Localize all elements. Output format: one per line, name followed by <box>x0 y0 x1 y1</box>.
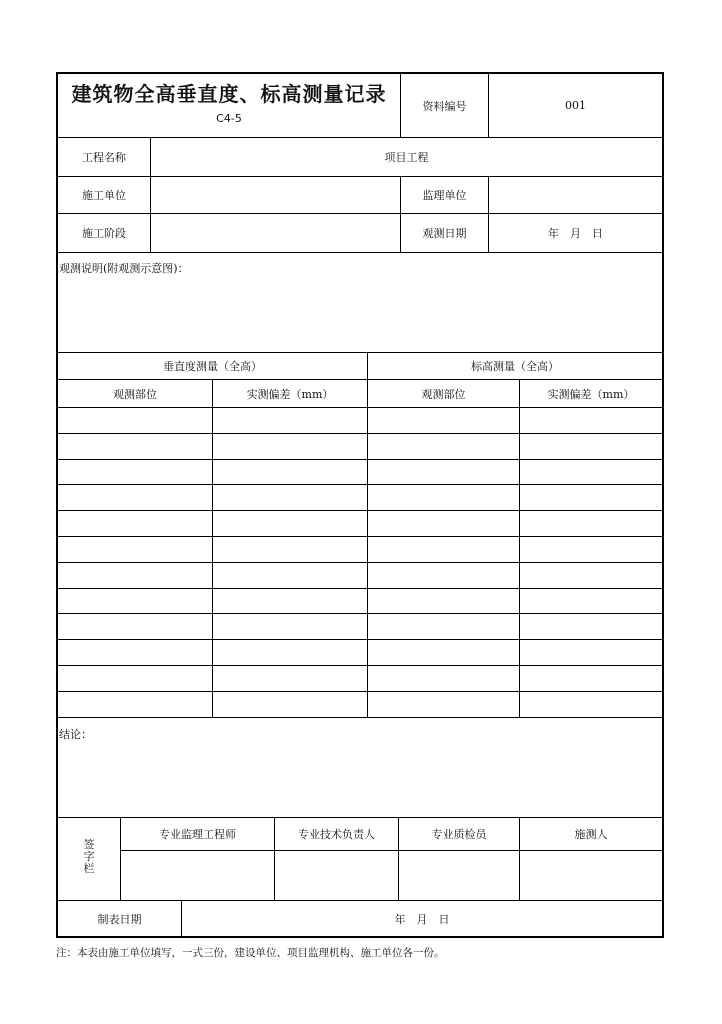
col-divider <box>212 379 213 717</box>
row-divider <box>58 691 662 692</box>
row-divider <box>58 717 662 718</box>
row-divider <box>58 562 662 563</box>
made-date-label: 制表日期 <box>97 912 142 926</box>
doc-no-value[interactable]: 001 <box>565 99 586 112</box>
row-divider <box>58 459 662 460</box>
observe-date-value[interactable]: 年 月 日 <box>548 227 603 240</box>
row-divider <box>58 252 662 253</box>
construction-stage-label: 施工阶段 <box>82 227 126 240</box>
supervision-unit-value[interactable] <box>489 177 662 213</box>
footnote: 注：本表由施工单位填写，一式三份，建设单位、项目监理机构、施工单位各一份。 <box>56 947 445 959</box>
row-divider <box>58 510 662 511</box>
doc-no-label: 资料编号 <box>422 99 467 113</box>
row-divider <box>58 613 662 614</box>
row-divider <box>120 850 662 851</box>
row-divider <box>58 639 662 640</box>
measurement-record-form <box>56 72 664 938</box>
form-title: 建筑物全高垂直度、标高测量记录 <box>71 82 387 106</box>
sig-quality-label: 专业质检员 <box>431 828 487 841</box>
project-name-label: 工程名称 <box>82 151 126 164</box>
row-divider <box>58 433 662 434</box>
construction-stage-value[interactable] <box>151 214 400 252</box>
row-divider <box>58 536 662 537</box>
vertical-measure-title: 垂直度测量（全高） <box>163 360 262 373</box>
col-observe-position-2: 观测部位 <box>421 387 466 401</box>
signature-side-label: 签字栏 <box>83 838 95 875</box>
col-observe-position: 观测部位 <box>113 387 157 401</box>
sig-supervisor-label: 专业监理工程师 <box>159 828 236 841</box>
col-divider <box>519 379 520 717</box>
row-divider <box>58 484 662 485</box>
sig-tech-lead-label: 专业技术负责人 <box>298 828 375 841</box>
row-divider <box>58 588 662 589</box>
conclusion-label: 结论： <box>59 728 92 741</box>
construction-unit-label: 施工单位 <box>82 189 126 202</box>
made-date-value[interactable]: 年 月 日 <box>394 912 450 926</box>
col-actual-deviation-2: 实测偏差（mm） <box>547 387 635 401</box>
supervision-unit-label: 监理单位 <box>422 189 467 202</box>
elevation-measure-title: 标高测量（全高） <box>471 360 559 373</box>
col-actual-deviation: 实测偏差（mm） <box>246 387 334 401</box>
row-divider <box>58 407 662 408</box>
observe-date-label: 观测日期 <box>422 227 467 240</box>
project-name-value[interactable]: 项目工程 <box>384 151 429 164</box>
row-divider <box>58 665 662 666</box>
form-code: C4-5 <box>216 112 242 125</box>
sig-surveyor-label: 施测人 <box>574 828 608 841</box>
construction-unit-value[interactable] <box>151 177 400 213</box>
observation-label: 观测说明(附观测示意图)： <box>59 262 189 275</box>
